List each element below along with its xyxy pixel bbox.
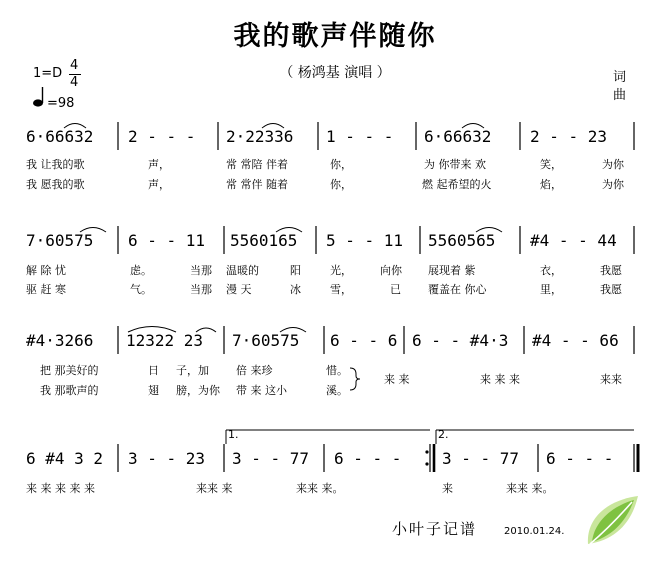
lyric-line: 声，: [148, 178, 170, 191]
measure-5: 6·66632: [424, 127, 492, 146]
lyric-line: 燃 起希望的火: [422, 178, 492, 191]
lyric-line: 倍 来珍: [236, 364, 273, 377]
lyric-line: 常 常陪 伴着: [226, 158, 288, 171]
time-signature-top: 4: [70, 58, 79, 73]
lyric-line: 来: [442, 482, 453, 495]
time-signature-bottom: 4: [70, 75, 79, 90]
lyric-line: 当那: [190, 264, 212, 277]
transcriber-credit: 小叶子记谱: [392, 520, 478, 538]
measure-7: 7·60575: [26, 231, 94, 250]
lyric-line: 气。: [130, 283, 152, 296]
lyric-line: 带 来 这小: [236, 384, 287, 397]
lyric-line: 你，: [330, 158, 352, 171]
measure-6: 2 - - 23: [530, 127, 608, 146]
lyric-line: 已: [390, 283, 401, 296]
measure-4: 1 - - -: [326, 127, 394, 146]
lyric-line: 我 让我的歌: [26, 158, 85, 171]
lyric-line: 焰，: [540, 178, 562, 191]
lyric-line: 为 你带来 欢: [424, 158, 486, 171]
measure-22: 6 - - -: [334, 449, 402, 468]
measure-12: #4 - - 44: [530, 231, 617, 250]
lyric-line: 子，加: [176, 364, 209, 377]
lyric-line: 覆盖在 你心: [428, 283, 487, 296]
volta-first-ending: 1.: [228, 428, 239, 441]
lyric-line: 膀，为你: [176, 384, 220, 397]
measure-11: 5560565: [428, 231, 496, 250]
lyric-line: 当那: [190, 283, 212, 296]
lyric-line: 来 来 来 来 来: [26, 482, 95, 495]
lyric-line: 我 愿我的歌: [26, 178, 85, 191]
measure-20: 3 - - 23: [128, 449, 206, 468]
lyric-line: 我愿: [600, 264, 622, 277]
lyric-line: 常 常伴 随着: [226, 178, 288, 191]
measure-18: #4 - - 66: [532, 331, 619, 350]
measure-8: 6 - - 11: [128, 231, 206, 250]
song-title: 我的歌声伴随你: [233, 21, 437, 52]
tempo-marking: =98: [47, 96, 75, 111]
lyric-line: 来来: [600, 373, 622, 386]
lyric-line: 惜。: [326, 364, 348, 377]
lyric-line: 衣，: [540, 264, 562, 277]
lyric-line: 来来 来。: [506, 482, 554, 495]
lyric-line: 解 除 忧: [26, 264, 66, 277]
lyric-line: 来 来: [384, 373, 410, 386]
measure-1: 6·66632: [26, 127, 94, 146]
lyric-line: 驱 赶 寒: [26, 283, 66, 296]
measure-19: 6 #4 3 2: [26, 449, 104, 468]
lyric-line: 把 那美好的: [40, 364, 99, 377]
lyric-line: 日: [148, 364, 159, 377]
lyric-line: 翅: [148, 384, 159, 397]
measure-17: 6 - - #4·3: [412, 331, 509, 350]
volta-second-ending: 2.: [438, 428, 449, 441]
lyric-line: 阳: [290, 264, 301, 277]
lyric-line: 溪。: [326, 384, 348, 397]
measure-15: 7·60575: [232, 331, 300, 350]
measure-3: 2·22336: [226, 127, 294, 146]
measure-9: 5560165: [230, 231, 298, 250]
measure-2: 2 - - -: [128, 127, 196, 146]
lyric-line: 来来 来。: [296, 482, 344, 495]
lyric-line: 漫 天: [226, 283, 252, 296]
lyric-line: 雪，: [330, 283, 352, 296]
lyric-line: 展现着 紫: [428, 264, 476, 277]
measure-21: 3 - - 77: [232, 449, 310, 468]
measure-23: 3 - - 77: [442, 449, 520, 468]
lyric-line: 冰: [290, 283, 301, 296]
measure-24: 6 - - -: [546, 449, 614, 468]
lyric-line: 向你: [380, 264, 402, 277]
lyric-line: 来来 来: [196, 482, 233, 495]
lyric-line: 为你: [602, 178, 624, 191]
key-signature: 1=D: [33, 66, 63, 81]
leaf-logo-icon: [582, 494, 642, 550]
measure-13: #4·3266: [26, 331, 94, 350]
performer-subtitle: （ 杨鸿基 演唱 ）: [279, 65, 391, 81]
transcription-date: 2010.01.24.: [504, 526, 565, 537]
lyric-line: 声，: [148, 158, 170, 171]
measure-14: 12322 23: [126, 331, 204, 350]
composer-label: 曲: [613, 88, 627, 103]
lyric-line: 温暖的: [226, 264, 259, 277]
lyric-line: 里，: [540, 283, 562, 296]
lyric-line: 光，: [330, 264, 352, 277]
lyric-line: 来 来 来: [480, 373, 520, 386]
measure-16: 6 - - 6: [330, 331, 398, 350]
lyric-line: 笑，: [540, 158, 562, 171]
measure-10: 5 - - 11: [326, 231, 404, 250]
lyricist-label: 词: [613, 70, 627, 85]
lyric-line: 你，: [330, 178, 352, 191]
lyric-line: 我 那歌声的: [40, 384, 99, 397]
lyric-line: 我愿: [600, 283, 622, 296]
lyric-line: 虑。: [130, 264, 152, 277]
lyric-line: 为你: [602, 158, 624, 171]
